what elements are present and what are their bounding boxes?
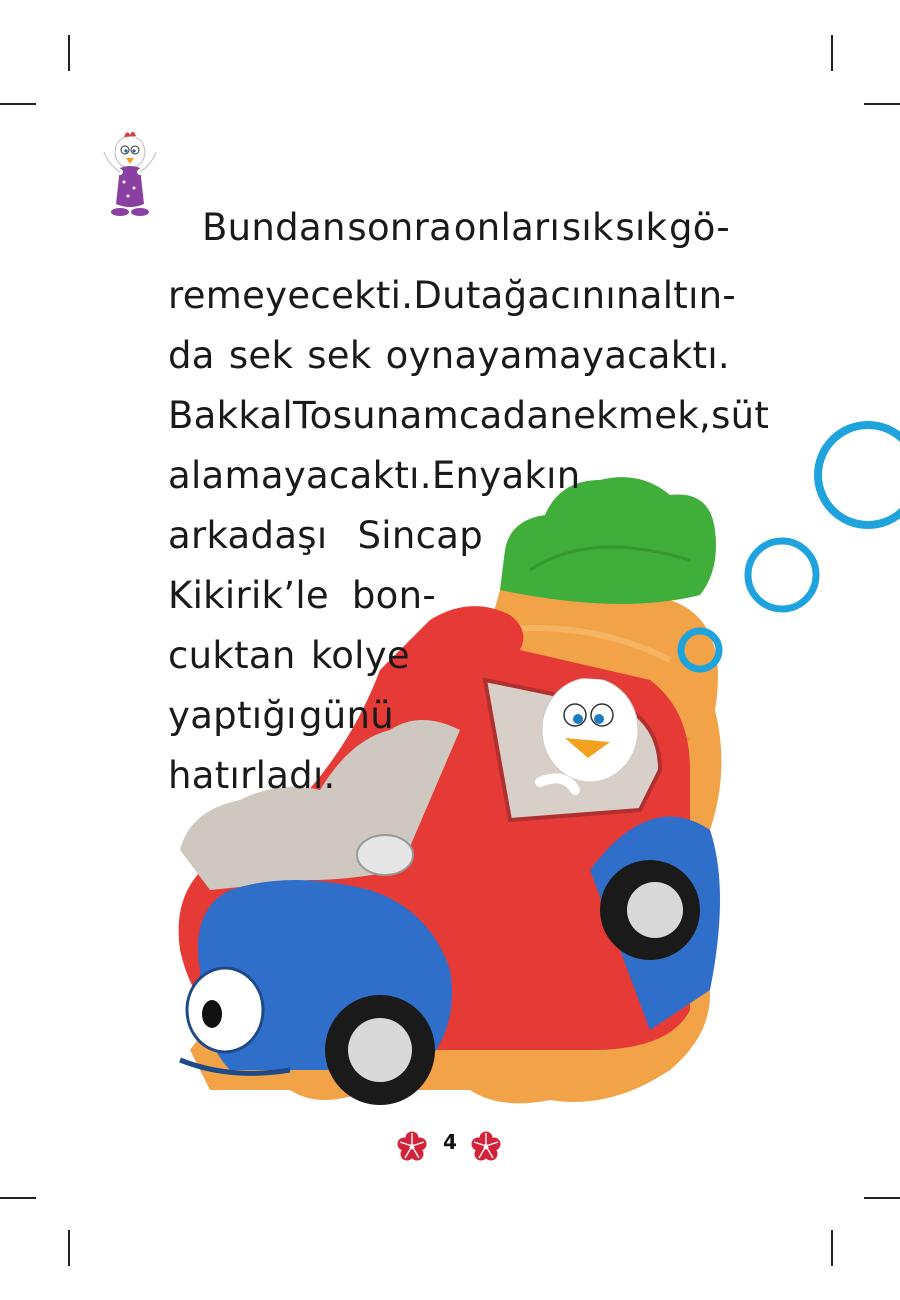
story-line (168, 696, 394, 736)
story-word: yaptığı (168, 694, 297, 737)
car-eye (187, 968, 263, 1052)
story-word: Tosun (293, 394, 400, 437)
story-word: ekmek, (573, 394, 712, 437)
crop-mark (68, 1230, 70, 1266)
story-word: süt (711, 394, 770, 437)
story-line (168, 454, 581, 497)
crop-mark (68, 35, 70, 71)
story-line (168, 336, 730, 376)
bubble (748, 541, 816, 609)
story-line (202, 208, 730, 248)
story-word: alamayacaktı. (168, 454, 432, 497)
red-flower-icon (470, 1130, 502, 1162)
story-word: sık (615, 206, 668, 249)
story-word: oynayamayacaktı. (385, 334, 730, 377)
story-word: cuktan (168, 634, 296, 677)
story-word: kolye (310, 634, 410, 677)
story-word: yakın (479, 454, 581, 497)
story-word: sek (307, 334, 372, 377)
story-word: En (431, 454, 480, 497)
story-word: altın- (639, 274, 737, 317)
story-word: Dut (413, 274, 481, 317)
story-word: bon- (351, 574, 436, 617)
page-footer (0, 1126, 900, 1166)
story-word: amcadan (399, 394, 574, 437)
story-word: Bundan (202, 206, 346, 249)
crop-mark (864, 1197, 900, 1199)
crop-mark (864, 103, 900, 105)
crop-mark (0, 1197, 36, 1199)
story-line (168, 274, 737, 317)
story-word: Kikirik’le (168, 574, 329, 617)
story-word: da (168, 334, 215, 377)
story-line (168, 576, 436, 616)
crop-mark (831, 1230, 833, 1266)
story-line (168, 516, 483, 556)
story-word: ağacının (480, 274, 640, 317)
story-word: remeyecekti. (168, 274, 414, 317)
crop-mark (831, 35, 833, 71)
story-word: sonra (347, 206, 453, 249)
story-line (168, 636, 410, 676)
red-flower-icon (396, 1130, 428, 1162)
story-word: sek (228, 334, 294, 377)
story-line (168, 394, 770, 437)
chicken-mascot-icon (96, 126, 164, 218)
story-word: arkadaşı (168, 514, 328, 557)
story-word: hatırladı. (168, 754, 336, 797)
story-word: sık (561, 206, 614, 249)
bubble (818, 425, 900, 525)
story-word: gö- (668, 206, 730, 249)
story-word: günü (298, 694, 394, 737)
story-word: Sincap (357, 514, 483, 557)
story-line (168, 756, 336, 796)
page-number: 4 (443, 1130, 457, 1154)
crop-mark (0, 103, 36, 105)
story-word: Bakkal (168, 394, 294, 437)
car-mirror (357, 835, 413, 875)
story-word: onları (453, 206, 561, 249)
